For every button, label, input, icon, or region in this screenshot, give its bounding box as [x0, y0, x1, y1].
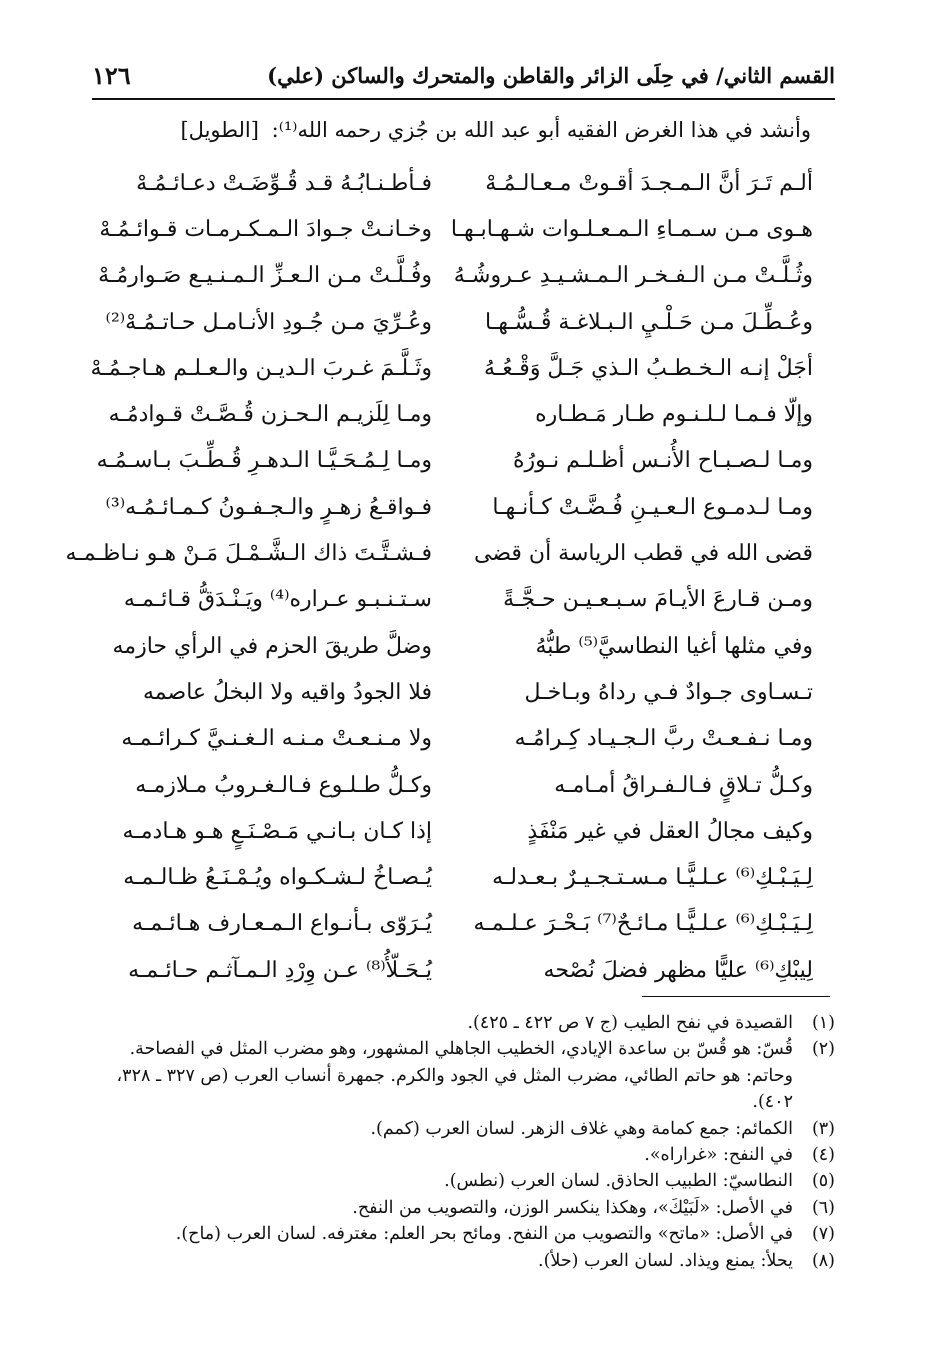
- verse-sadr: وفي مثلها أغيا النطاسيَّ⁽⁵⁾ طبُّهُ: [535, 633, 813, 659]
- footnote-text: القصيدة في نفح الطيب (ج ٧ ص ٤٢٢ ـ ٤٢٥).: [467, 1013, 793, 1033]
- verse-ajuz: ومـا لِلَزيـم الـحـزن قُـصَّـتْ قـوادمُـه: [108, 402, 432, 428]
- poem: [65, 160, 813, 993]
- footnote: [100, 1168, 835, 1194]
- verse-ajuz: يُـحَـلّأُ⁽⁸⁾ عـن وِرْدِ الـمـآثـم حـائـمـه: [128, 957, 432, 983]
- page-number: ١٢٦: [92, 60, 131, 90]
- intro-line: [110, 112, 811, 148]
- verse-ajuz: يُـرَوّى بـأنـواع الـمـعـارف هـائـمـه: [132, 911, 432, 937]
- verse-ajuz: فـأطـنـابُـهُ قـد قُـوِّضَـتْ دعـائـمُـهْ: [136, 170, 432, 196]
- footnote-text: قُسّ: هو قُسّ بن ساعدة الإيادي، الخطيب الجاهلي المشهور، وهو مضرب المثل في الفصاحة. وحاتم: هو حاتم الطائي، مضرب المثل في الجود والكرم. جمهرة أنساب العرب (ص ٣٢٧ ـ ٣٢٨، ٤٠٢).: [116, 1039, 793, 1113]
- verse-sadr: لِيبْكِ⁽⁶⁾ عليًّا مظهر فضلَ نُصْحه: [543, 957, 813, 983]
- running-title: القسم الثاني/ في حِلَى الزائر والقاطن والمتحرك والساكن (علي): [267, 62, 835, 88]
- footnote: [100, 1036, 835, 1115]
- footnote-text: في الأصل: «لَبَيْكَ»، وهكذا ينكسر الوزن، والتصويب من النفح.: [352, 1197, 793, 1218]
- verse: [110, 623, 813, 669]
- verse-ajuz: فـواقـعُ زهـرٍ والـجـفـونُ كـمـائـمُـه⁽³⁾: [105, 494, 432, 520]
- verse: [110, 160, 813, 206]
- footnote-text: الكمائم: جمع كمامة وهي غلاف الزهر. لسان العرب (كمم).: [370, 1118, 793, 1139]
- verse: [110, 391, 813, 437]
- footnote-text: في النفح: «غراراه».: [644, 1145, 793, 1166]
- verse-sadr: قضى الله في قطب الرياسة أن قضى: [473, 541, 813, 567]
- verse-sadr: وكـلُّ تـلاقٍ فـالـفـراقُ أمـامـه: [554, 772, 813, 798]
- footnote: [100, 1248, 835, 1274]
- verse-sadr: وعُـطِّـلَ مـن حَـلْـيِ الـبـلاغـة قُـسُّـهـا: [485, 309, 813, 335]
- verse-sadr: ومـا لـصـبـاح الأُنـس أظـلـم نـورُهُ: [513, 448, 813, 474]
- verse: [96, 438, 813, 484]
- footnote-number: (٣): [811, 1118, 835, 1139]
- page-header: [92, 56, 835, 94]
- verse-sadr: ومـا نـفـعـتْ ربَّ الـجـيـاد كِـرامُـه: [514, 726, 813, 752]
- verse-ajuz: إذا كـان بـانـي مَـصْـنَـعٍ هـو هـادمـه: [122, 818, 432, 844]
- verse-sadr: لِـيَـبْـكِ⁽⁶⁾ عـلـيًّـا مـائـحٌ⁽⁷⁾ بَـحْـرَ عـلـمـه: [473, 911, 813, 937]
- verse-ajuz: وضلَّ طريقَ الحزم في الرأي حازمه: [112, 633, 432, 659]
- verse-ajuz: فلا الجودُ واقيه ولا البخلُ عاصمه: [143, 679, 432, 705]
- verse-sadr: تـسـاوى جـوادٌ فـي رداهُ وبـاخـل: [524, 679, 813, 705]
- verse: [110, 947, 813, 993]
- footnote-text: في الأصل: «ماتح» والتصويب من النفح. ومائح بحر العلم: مغترفه. لسان العرب (ماح).: [175, 1224, 793, 1245]
- intro-text: وأنشد في هذا الغرض الفقيه أبو عبد الله بن جُزي رحمه الله⁽¹⁾:: [271, 118, 811, 142]
- verse-sadr: وإلّا فـمـا لـلـنـوم طـار مَـطـاره: [535, 402, 813, 428]
- footnote: [100, 1010, 835, 1036]
- verse: [105, 299, 813, 345]
- verse: [110, 808, 813, 854]
- header-rule: [92, 98, 835, 100]
- footnotes: [100, 1010, 835, 1274]
- footnote: [100, 1221, 835, 1247]
- verse: [110, 854, 813, 900]
- verse-ajuz: يُـصـاخُ لـشـكـواه ويُـمْـنَـعُ ظـالـمـه: [123, 865, 432, 891]
- verse: [110, 669, 813, 715]
- footnote: [100, 1116, 835, 1142]
- footnote-number: (١): [811, 1013, 835, 1033]
- verse-sadr: ألـم تَـرَ أنَّ الـمـجـدَ أقـوتْ مـعـالـمُـهْ: [485, 170, 813, 196]
- verse: [98, 253, 813, 299]
- verse: [90, 345, 813, 391]
- footnote-number: (٢): [811, 1039, 835, 1060]
- verse-sadr: هـوى مـن سـمـاءِ الـمـعـلـوات شـهـابـهـا: [450, 216, 813, 242]
- verse-ajuz: سـتـنـبـو عـراره⁽⁴⁾ ويَـنْـدَقُّ قـائـمـه: [123, 587, 432, 613]
- verse-ajuz: وفُـلَّـتْ مـن الـعـزِّ الـمـنـيـع صَـوارمُـهْ: [98, 263, 432, 289]
- footnote-number: (٦): [811, 1197, 835, 1218]
- verse: [99, 206, 813, 252]
- verse-sadr: وكيف مجالُ العقل في غير مَنْفَذٍ: [527, 818, 813, 844]
- verse: [110, 716, 813, 762]
- verse: [110, 577, 813, 623]
- verse-ajuz: وخـانـتْ جـوادَ الـمـكـرمـات قـوائـمُـهْ: [99, 216, 432, 242]
- verse-ajuz: ولا مـنـعـتْ مـنـه الـغـنـيَّ كـرائـمـه: [121, 726, 432, 752]
- footnote: [100, 1142, 835, 1168]
- verse-ajuz: وعُـرِّيَ مـن جُـودِ الأنـامـل حـاتـمُـهْ⁽²⁾: [105, 309, 432, 335]
- footnote-number: (٥): [811, 1171, 835, 1192]
- verse: [105, 484, 813, 530]
- verse-ajuz: فـشـتَّـتَ ذاك الـشَّـمْـلَ مَـنْ هـو نـاظـمـه: [65, 541, 432, 567]
- verse-sadr: ومـا لـدمـوع الـعـيـنِ فُـضَّـتْ كـأنـهـا: [492, 494, 813, 520]
- meter-label: [الطويل]: [180, 118, 259, 142]
- footnote-text: يحلأ: يمنع ويذاد. لسان العرب (حلأ).: [538, 1250, 793, 1271]
- verse-sadr: ومـن قـارعَ الأيـامَ سـبـعـيـن حـجَّـةً: [503, 587, 813, 613]
- footnote: [100, 1195, 835, 1221]
- verse-sadr: لِـيَـبْـكِ⁽⁶⁾ عـلـيًّـا مـسـتـجـيـرٌ بـعـدلـه: [492, 865, 813, 891]
- footnote-rule: [642, 996, 830, 997]
- footnote-number: (٨): [811, 1250, 835, 1271]
- verse-ajuz: ومـا لِـمُـحَـيَّـا الـدهـرِ قُـطِّـبَ بـاسـمُـه: [96, 448, 432, 474]
- verse-ajuz: وثَـلَّـمَ غـربَ الـديـن والـعـلـم هـاجـمُـهْ: [90, 355, 432, 381]
- footnote-number: (٧): [811, 1224, 835, 1245]
- verse: [65, 530, 813, 576]
- verse-sadr: وثُـلَّـتْ مـن الـفـخـر الـمـشـيـدِ عـروشُـهُ: [453, 263, 813, 289]
- verse: [110, 901, 813, 947]
- verse-sadr: أجَلْ إنـه الـخـطـبُ الـذي جَـلَّ وَقْـعُـهُ: [484, 355, 813, 381]
- footnote-text: النطاسيّ: الطبيب الحاذق. لسان العرب (نطس).: [444, 1171, 793, 1192]
- footnote-number: (٤): [811, 1145, 835, 1166]
- verse: [110, 762, 813, 808]
- verse-ajuz: وكـلُّ طـلـوع فـالـغـروبُ مـلازمـه: [135, 772, 432, 798]
